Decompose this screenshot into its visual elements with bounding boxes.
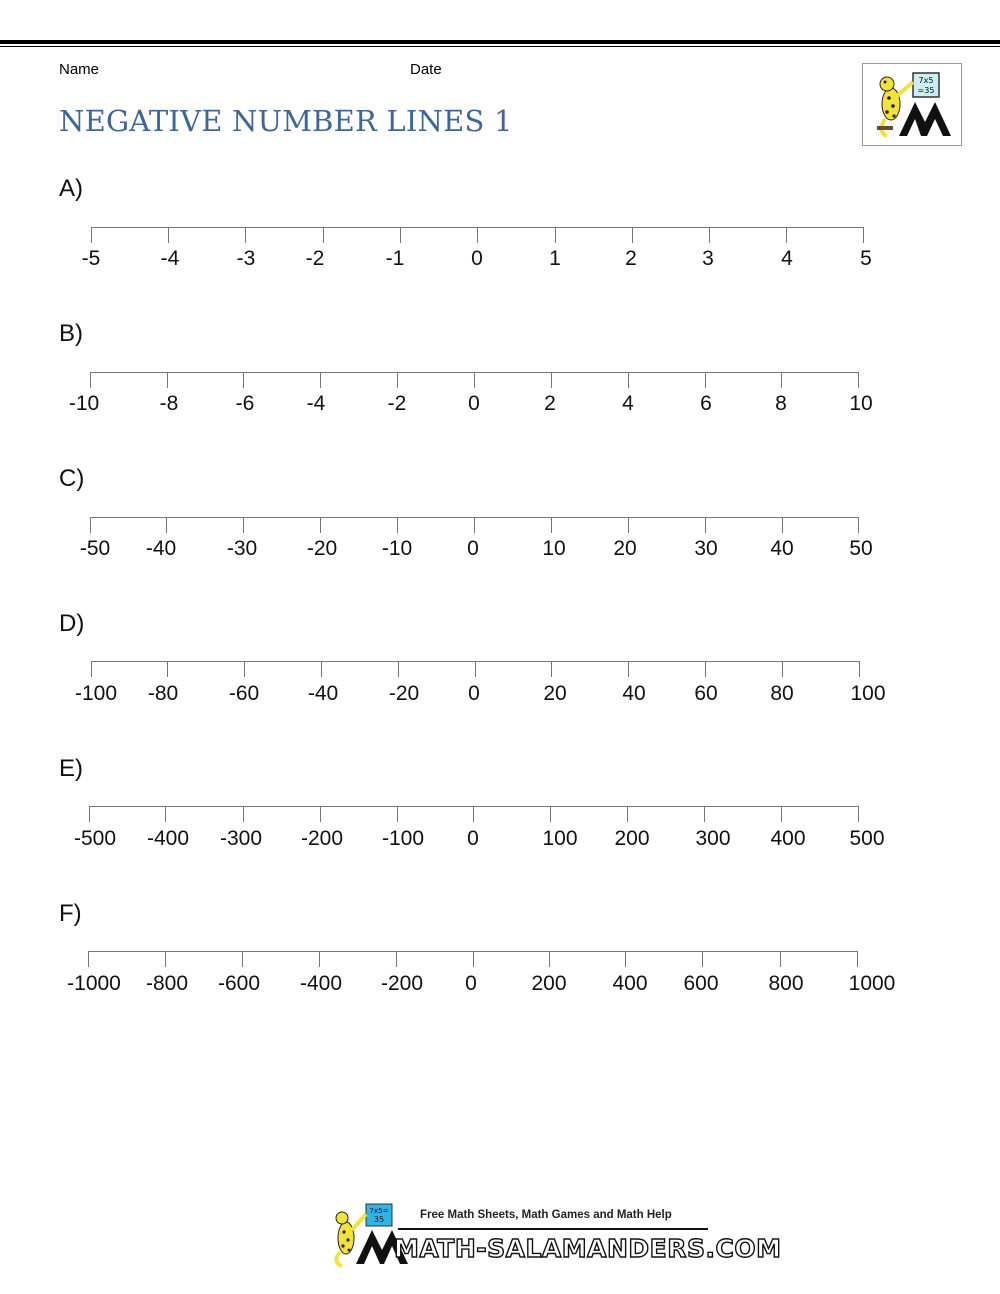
tick-label: -8 (159, 392, 179, 415)
tick-label: 10 (542, 537, 566, 560)
tick (473, 806, 474, 822)
tick (91, 661, 92, 677)
tick (704, 806, 705, 822)
tick (550, 806, 551, 822)
tick-label: 300 (695, 827, 731, 850)
tick-label: 10 (849, 392, 873, 415)
problem-label-f: F) (59, 900, 82, 927)
tick (863, 227, 864, 243)
tick (705, 372, 706, 388)
tick (167, 661, 168, 677)
tick (243, 372, 244, 388)
tick-label: -100 (74, 682, 118, 705)
tick-label: -1000 (67, 972, 121, 995)
tick-label: 30 (694, 537, 718, 560)
tick-label: -60 (228, 682, 260, 705)
tick-label: 40 (622, 682, 646, 705)
tick-label: -3 (236, 247, 256, 270)
tick (89, 806, 90, 822)
tick (165, 951, 166, 967)
tick (551, 661, 552, 677)
tick (705, 661, 706, 677)
tick (858, 517, 859, 533)
tick (245, 227, 246, 243)
tick-label: -50 (79, 537, 111, 560)
tick (397, 806, 398, 822)
svg-text:=35: =35 (917, 86, 935, 95)
date-label: Date (410, 61, 442, 78)
tick (474, 517, 475, 533)
salamander-teacher-icon (863, 64, 961, 145)
problem-label-c: C) (59, 465, 85, 492)
tick (628, 372, 629, 388)
tick (243, 517, 244, 533)
tick (397, 517, 398, 533)
tick-label: 1000 (848, 972, 896, 995)
tick (858, 372, 859, 388)
problem-label-d: D) (59, 610, 85, 637)
footer-divider (398, 1228, 708, 1230)
tick (625, 951, 626, 967)
tick (628, 661, 629, 677)
tick (166, 517, 167, 533)
tick (321, 661, 322, 677)
tick-label: -4 (160, 247, 180, 270)
tick-label: 20 (613, 537, 637, 560)
name-label: Name (59, 61, 100, 78)
tick (243, 806, 244, 822)
tick-label: 0 (465, 972, 477, 995)
tick (167, 372, 168, 388)
tick (244, 661, 245, 677)
tick-label: 200 (531, 972, 567, 995)
tick (473, 951, 474, 967)
footer-site-name[interactable]: MATH-SALAMANDERS.COM (394, 1234, 782, 1263)
tick-label: -1 (385, 247, 405, 270)
tick (627, 806, 628, 822)
tick (786, 227, 787, 243)
tick-label: 6 (700, 392, 712, 415)
tick (165, 806, 166, 822)
tick (551, 517, 552, 533)
tick-label: 20 (543, 682, 567, 705)
tick (781, 806, 782, 822)
tick-label: 4 (622, 392, 634, 415)
tick (551, 372, 552, 388)
tick-label: 0 (468, 392, 480, 415)
tick (320, 517, 321, 533)
tick (398, 661, 399, 677)
tick (632, 227, 633, 243)
tick-label: 2 (625, 247, 637, 270)
tick (477, 227, 478, 243)
tick (555, 227, 556, 243)
tick-label: -40 (307, 682, 339, 705)
tick (857, 951, 858, 967)
tick-label: 500 (849, 827, 885, 850)
tick-label: 0 (471, 247, 483, 270)
tick (782, 661, 783, 677)
tick-label: 100 (850, 682, 886, 705)
svg-text:7x5=: 7x5= (369, 1207, 389, 1215)
tick (90, 517, 91, 533)
tick-label: 400 (770, 827, 806, 850)
tick (475, 661, 476, 677)
tick-label: -5 (81, 247, 101, 270)
tick-label: -80 (147, 682, 179, 705)
tick (88, 951, 89, 967)
tick (549, 951, 550, 967)
tick-label: -400 (299, 972, 343, 995)
header-rule-thick (0, 40, 1000, 44)
tick-label: -10 (381, 537, 413, 560)
tick-label: 60 (694, 682, 718, 705)
tick (858, 806, 859, 822)
tick-label: -500 (73, 827, 117, 850)
tick-label: 600 (683, 972, 719, 995)
tick (474, 372, 475, 388)
tick-label: 0 (468, 682, 480, 705)
footer-tagline: Free Math Sheets, Math Games and Math Help (420, 1209, 672, 1221)
tick (396, 951, 397, 967)
tick-label: -6 (235, 392, 255, 415)
tick (168, 227, 169, 243)
tick (320, 372, 321, 388)
tick-label: 50 (849, 537, 873, 560)
tick-label: -40 (145, 537, 177, 560)
header-rule-thin (0, 46, 1000, 47)
tick-label: -2 (387, 392, 407, 415)
svg-text:7x5: 7x5 (918, 76, 934, 85)
tick-label: 40 (770, 537, 794, 560)
tick-label: 4 (781, 247, 793, 270)
tick (780, 951, 781, 967)
tick-label: 0 (467, 827, 479, 850)
svg-text:35: 35 (373, 1215, 385, 1224)
tick-label: -400 (146, 827, 190, 850)
tick-label: 1 (549, 247, 561, 270)
tick-label: 2 (544, 392, 556, 415)
problem-label-e: E) (59, 755, 83, 782)
tick-label: -200 (380, 972, 424, 995)
tick-label: 400 (612, 972, 648, 995)
tick-label: -200 (300, 827, 344, 850)
tick (319, 951, 320, 967)
tick-label: 3 (702, 247, 714, 270)
tick-label: -300 (219, 827, 263, 850)
tick (91, 227, 92, 243)
tick-label: -10 (68, 392, 100, 415)
tick (242, 951, 243, 967)
tick (702, 951, 703, 967)
tick-label: 100 (542, 827, 578, 850)
tick-label: -100 (381, 827, 425, 850)
tick (400, 227, 401, 243)
tick-label: -30 (226, 537, 258, 560)
tick (709, 227, 710, 243)
page-title: NEGATIVE NUMBER LINES 1 (59, 104, 513, 138)
tick (781, 372, 782, 388)
tick-label: -600 (217, 972, 261, 995)
logo (862, 63, 962, 146)
tick (397, 372, 398, 388)
tick (705, 517, 706, 533)
tick-label: 200 (614, 827, 650, 850)
tick-label: -20 (306, 537, 338, 560)
tick-label: -20 (388, 682, 420, 705)
tick (323, 227, 324, 243)
problem-label-a: A) (59, 175, 83, 202)
tick (628, 517, 629, 533)
tick (90, 372, 91, 388)
tick (320, 806, 321, 822)
tick-label: 800 (768, 972, 804, 995)
tick-label: -800 (145, 972, 189, 995)
tick-label: -2 (305, 247, 325, 270)
tick-label: 8 (775, 392, 787, 415)
footer-logo[interactable] (328, 1200, 782, 1270)
tick-label: 5 (860, 247, 872, 270)
tick (782, 517, 783, 533)
tick (859, 661, 860, 677)
tick-label: 80 (770, 682, 794, 705)
tick-label: 0 (467, 537, 479, 560)
problem-label-b: B) (59, 320, 83, 347)
tick-label: -4 (306, 392, 326, 415)
